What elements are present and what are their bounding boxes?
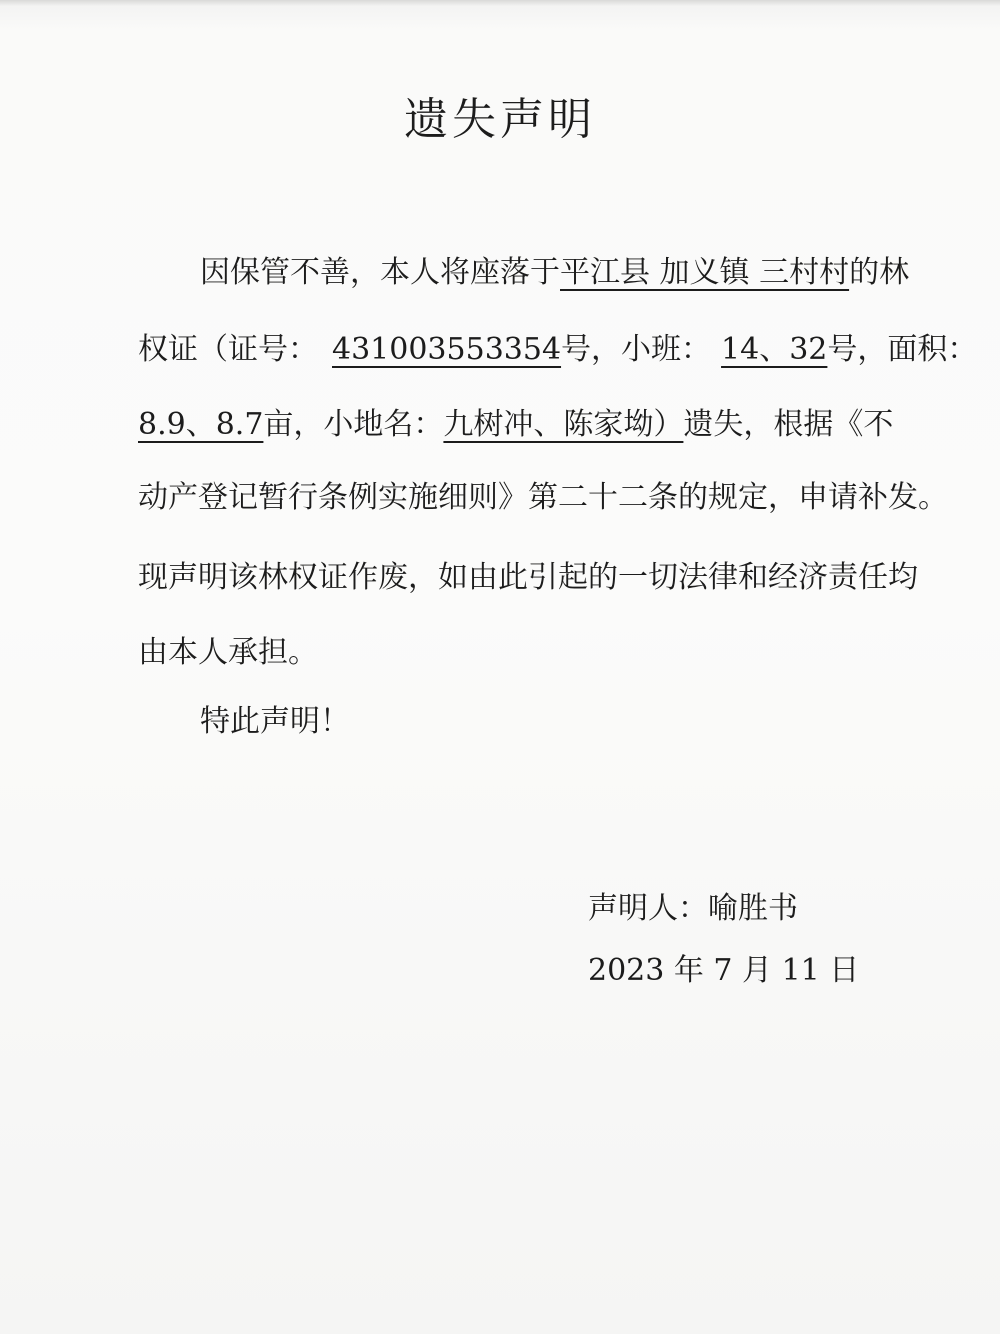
body-line-2 — [138, 332, 978, 367]
body-line-5: 现声明该林权证作废，如由此引起的一切法律和经济责任均 — [138, 560, 918, 595]
line3-post: 遗失，根据《不 — [683, 407, 894, 442]
body-line-4: 动产登记暂行条例实施细则》第二十二条的规定，申请补发。 — [138, 480, 948, 515]
location-value: 平江县 加义镇 三村村 — [560, 255, 850, 290]
certificate-number: 431003553354 — [332, 332, 562, 367]
closing-statement: 特此声明！ — [200, 704, 350, 739]
line1-post: 的林 — [849, 255, 910, 290]
area-value: 8.9、8.7 — [138, 407, 264, 442]
line2-mid: 号，小班： — [561, 332, 712, 367]
place-name: 九树冲、陈家坳） — [443, 407, 684, 442]
document-title: 遗失声明 — [404, 94, 596, 145]
body-line-1 — [200, 255, 910, 290]
plot-number: 14、32 — [721, 332, 828, 367]
declarant-signature: 声明人：喻胜书 — [588, 891, 798, 926]
line3-mid: 亩，小地名： — [263, 407, 444, 442]
body-line-6: 由本人承担。 — [138, 635, 318, 670]
body-line-3 — [138, 407, 894, 442]
line2-post: 号，面积： — [827, 332, 978, 367]
scan-edge — [0, 0, 1000, 6]
line2-pre: 权证（证号： — [138, 332, 318, 367]
declaration-date: 2023 年 7 月 11 日 — [588, 953, 860, 988]
line1-pre: 因保管不善，本人将座落于 — [200, 255, 560, 290]
